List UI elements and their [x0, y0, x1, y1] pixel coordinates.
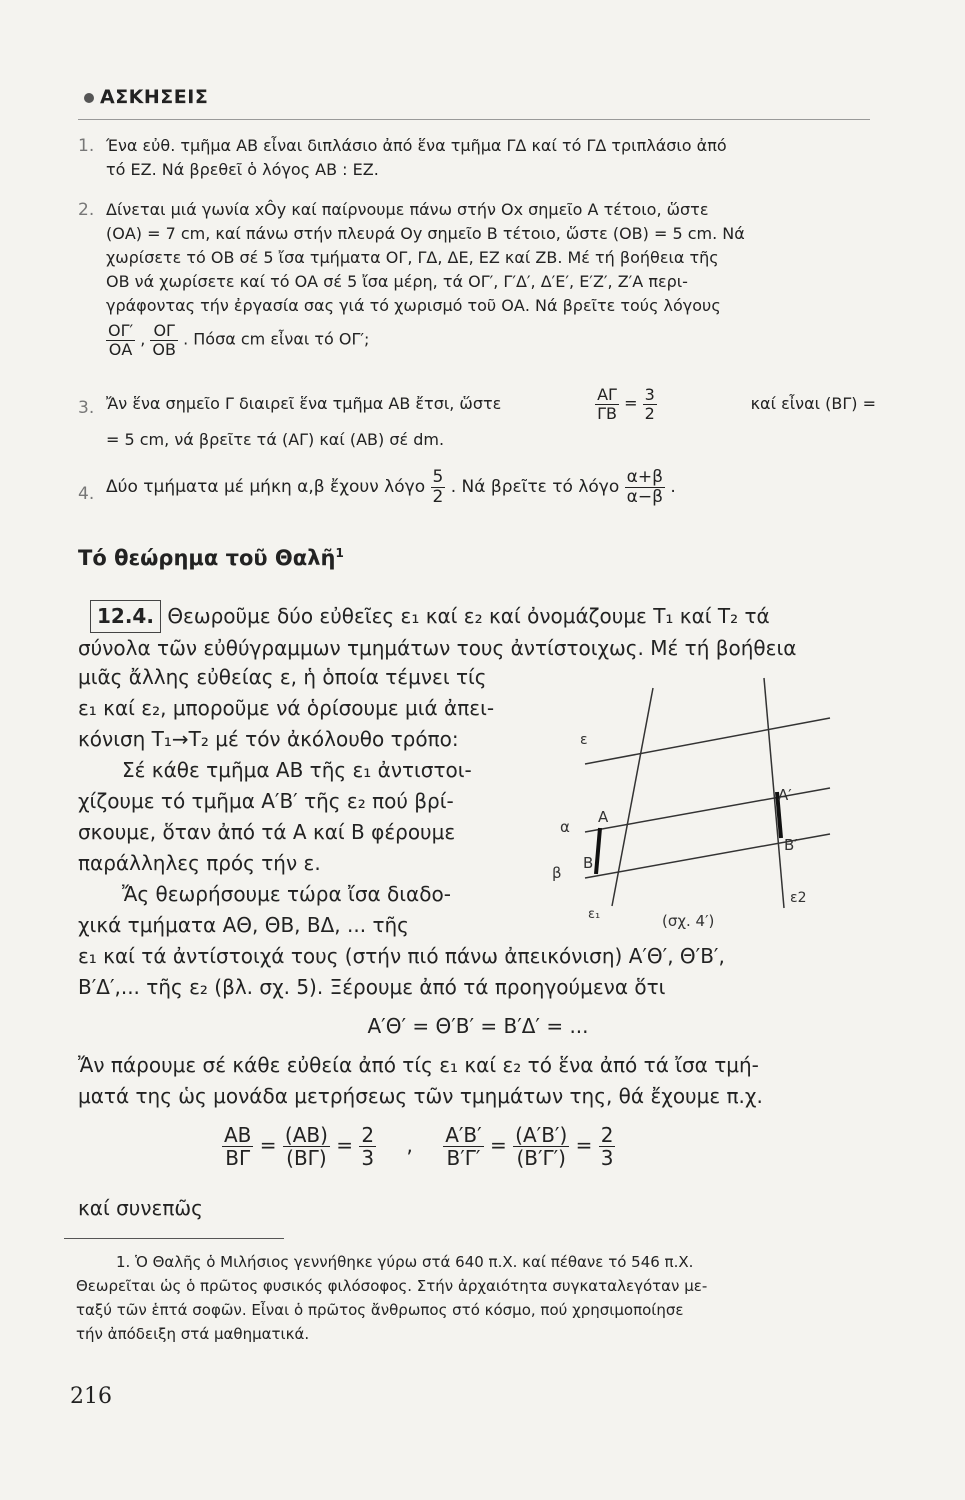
- top-rule: [78, 119, 870, 120]
- ratio-equation: $\frac{AB}{B\Gamma}$ = $\frac{(AB)}{(B\Gamma)}$ = $\frac{2}{3}$ , $\frac{A'B'}{B'\Gamma'}$ = $\frac{(A'B')}{(B'\Gamma')}$ = $\frac{2}{3}$: [224, 1123, 614, 1170]
- theorem-body-left: μιᾶς ἄλλης εὐθείας ε, ἡ ὁποία τέμνει τίς ε₁ καί ε₂, μποροῦμε νά ὁρίσουμε μιά ἀπει- κόνιση Τ₁→Τ₂ μέ τόν ἀκόλουθο τρόπο: Σέ κάθε τμῆμα ΑΒ τῆς ε₁ ἀντιστοι- χίζουμε τό τμῆμα Α′Β′ τῆς ε₂ πού βρί- σκουμε, ὅταν ἀπό τά Α καί Β φέρουμε παράλληλες πρός τήν ε. Ἄς θεωρήσουμε τώρα ἴσα διαδο- χικά τμήματα ΑΘ, ΘΒ, ΒΔ, ... τῆς: [78, 665, 495, 937]
- thales-figure: [540, 668, 840, 936]
- section-title: ΑΣΚΗΣΕΙΣ: [84, 86, 208, 108]
- label-alpha: α: [560, 818, 570, 836]
- label-e2: ε2: [790, 890, 807, 906]
- exercise-number: 1.: [78, 136, 95, 156]
- line-epsilon: [585, 718, 830, 764]
- exercise-number: 4.: [78, 484, 95, 504]
- exercise-line: τό ΕΖ. Νά βρεθεῖ ὁ λόγος ΑΒ : ΕΖ.: [106, 160, 379, 179]
- fraction: $\frac{A\Gamma}{\Gamma B}$: [597, 385, 617, 423]
- fraction: $\frac{(AB)}{(B\Gamma)}$: [284, 1123, 328, 1170]
- footnote-rule: [64, 1238, 284, 1239]
- line-alpha: [585, 788, 830, 832]
- page-number: 216: [70, 1384, 112, 1409]
- exercise-number: 3.: [78, 398, 95, 418]
- exercise-4: 4. Δύο τμήματα μέ μήκη α,β ἔχουν λόγο $\frac{5}{2}$ . Νά βρεῖτε τό λόγο $\frac{\alpha+\beta}{\alpha-\beta}$ .: [78, 467, 676, 507]
- exercise-3: 3. Ἄν ἕνα σημεῖο Γ διαιρεῖ ἕνα τμῆμα ΑΒ ἔτσι, ὥστε $\frac{A\Gamma}{\Gamma B}$ = $\frac{3}{2}$ καί εἶναι (ΒΓ) = = 5 cm, νά βρεῖτε τά (ΑΓ) καί (ΑΒ) σέ dm.: [78, 385, 876, 450]
- fraction: $\frac{O\Gamma}{OB}$: [152, 321, 176, 359]
- exercise-line: Ένα εὐθ. τμῆμα ΑΒ εἶναι διπλάσιο ἀπό ἕνα τμῆμα ΓΔ καί τό ΓΔ τριπλάσιο ἀπό: [106, 136, 727, 155]
- fraction: $\frac{O\Gamma'}{OA}$: [108, 321, 134, 359]
- fraction: $\frac{\alpha+\beta}{\alpha-\beta}$: [626, 467, 663, 507]
- paragraph-number: 12.4.: [90, 600, 161, 633]
- exercise-line: ΟΒ νά χωρίσετε καί τό ΟΑ σέ 5 ἴσα μέρη, τά ΟΓ′, Γ′Δ′, Δ′Ε′, Ε′Ζ′, Ζ′Α περι-: [106, 272, 688, 291]
- theorem-title: Τό θεώρημα τοῦ Θαλῆ$^1$: [78, 546, 344, 570]
- exercise-ratio-line: $\frac{O\Gamma'}{OA}$ , $\frac{O\Gamma}{OB}$ . Πόσα cm εἶναι τό ΟΓ′;: [108, 321, 370, 359]
- label-B-prime: Β′: [784, 836, 798, 854]
- fraction: $\frac{2}{3}$: [361, 1123, 375, 1170]
- footnote: 1. Ὁ Θαλῆς ὁ Μιλήσιος γεννήθηκε γύρω στά 640 π.Χ. καί πέθανε τό 546 π.Χ. Θεωρεῖται ὡς ὁ πρῶτος φυσικός φιλόσοφος. Στήν ἀρχαιότητα συγκαταλεγόταν με- ταξύ τῶν ἑπτά σοφῶν. Εἶναι ὁ πρῶτος ἄνθρωπος στό κόσμο, πού χρησιμοποίησε τήν ἀπόδειξη στά μαθηματικά.: [76, 1253, 708, 1343]
- label-e1: ε₁: [588, 907, 601, 922]
- fraction: $\frac{2}{3}$: [600, 1123, 614, 1170]
- exercise-line: Δίνεται μιά γωνία xÔy καί παίρνουμε πάνω στήν Ox σημεῖο Α τέτοιο, ὥστε: [106, 200, 709, 219]
- exercise-1: [78, 134, 876, 182]
- footnote-ref: 1: [335, 546, 344, 560]
- label-A: Α: [598, 808, 609, 826]
- label-B: Β: [583, 854, 594, 872]
- fraction: $\frac{A'B'}{B'\Gamma'}$: [445, 1123, 482, 1170]
- fraction: $\frac{3}{2}$: [644, 385, 655, 423]
- exercise-number: 2.: [78, 200, 95, 220]
- figure-caption: (σχ. 4′): [662, 912, 715, 930]
- segment-AB: [596, 828, 600, 874]
- theorem-body: 12.4. Θεωροῦμε δύο εὐθεῖες ε₁ καί ε₂ καί ὀνομάζουμε Τ₁ καί Τ₂ τά σύνολα τῶν εὐθύγραμμων τμημάτων τους ἀντίστοιχως. Μέ τή βοήθεια: [78, 600, 878, 664]
- exercise-line: χωρίσετε τό ΟΒ σέ 5 ἴσα τμήματα ΟΓ, ΓΔ, ΔΕ, ΕΖ καί ΖΒ. Μέ τή βοήθεια τῆς: [106, 248, 719, 267]
- label-eps: ε: [580, 732, 588, 748]
- fraction: $\frac{(A'B')}{(B'\Gamma')}$: [515, 1123, 568, 1170]
- label-A-prime: Α′: [778, 786, 792, 804]
- label-beta: β: [552, 864, 562, 882]
- line-e1: [612, 688, 653, 906]
- fraction: $\frac{AB}{B\Gamma}$: [224, 1123, 252, 1170]
- bullet-icon: [84, 93, 94, 103]
- exercise-line: (ΟΑ) = 7 cm, καί πάνω στήν πλευρά Oy σημεῖο Β τέτοιο, ὥστε (ΟΒ) = 5 cm. Νά: [106, 224, 745, 243]
- theorem-body-cont: ε₁ καί τά ἀντίστοιχά τους (στήν πιό πάνω ἀπεικόνιση) Α′Θ′, Θ′Β′, Β′Δ′,... τῆς ε₂ (βλ. σχ. 5). Ξέρουμε ἀπό τά προηγούμενα ὅτι Α′Θ′ = Θ′Β′ = Β′Δ′ = ... Ἄν πάρουμε σέ κάθε εὐθεία ἀπό τίς ε₁ καί ε₂ τό ἕνα ἀπό τά ἴσα τμή- ματά της ὡς μονάδα μετρήσεως τῶν τμημάτων της, θά ἔχουμε π.χ.: [78, 941, 878, 1112]
- body-conclusion: καί συνεπῶς: [78, 1196, 203, 1220]
- exercise-2: [78, 198, 876, 359]
- exercise-line: γράφοντας τήν ἐργασία σας γιά τό χωρισμό τοῦ ΟΑ. Νά βρεῖτε τούς λόγους: [106, 296, 721, 315]
- fraction: $\frac{5}{2}$: [432, 467, 444, 507]
- equation-equal-segments: Α′Θ′ = Θ′Β′ = Β′Δ′ = ...: [367, 1014, 589, 1038]
